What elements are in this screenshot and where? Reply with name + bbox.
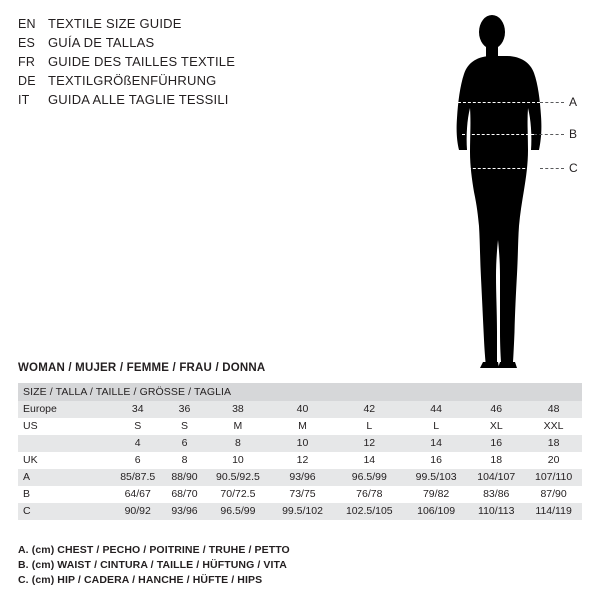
- language-title: GUÍA DE TALLAS: [48, 35, 155, 50]
- cell: 40: [271, 401, 333, 418]
- language-title: TEXTILGRÖßENFÜHRUNG: [48, 73, 217, 88]
- cell: 38: [205, 401, 272, 418]
- measure-label-c: C: [569, 161, 578, 175]
- cell: 4: [111, 435, 164, 452]
- language-code: IT: [18, 93, 30, 107]
- cell: 96.5/99: [334, 469, 405, 486]
- cell: 42: [334, 401, 405, 418]
- cell: 79/82: [405, 486, 467, 503]
- cell: 44: [405, 401, 467, 418]
- footnote-b: B. (cm) WAIST / CINTURA / TAILLE / HÜFTUNG / VITA: [18, 559, 287, 571]
- table-row: [18, 435, 582, 452]
- table-title-cell: SIZE / TALLA / TAILLE / GRÖSSE / TAGLIA: [18, 383, 582, 401]
- table-row: [18, 469, 582, 486]
- cell: 36: [164, 401, 204, 418]
- female-body-silhouette: [430, 10, 590, 370]
- cell: 88/90: [164, 469, 204, 486]
- language-header-block: [18, 14, 318, 109]
- row-label: [18, 435, 111, 452]
- cell: 10: [205, 452, 272, 469]
- cell: 87/90: [525, 486, 582, 503]
- cell: M: [205, 418, 272, 435]
- size-table: [18, 383, 582, 520]
- measure-label-a: A: [569, 95, 578, 109]
- cell: L: [334, 418, 405, 435]
- cell: 96.5/99: [205, 503, 272, 520]
- cell: 20: [525, 452, 582, 469]
- cell: 93/96: [271, 469, 333, 486]
- cell: 70/72.5: [205, 486, 272, 503]
- cell: 34: [111, 401, 164, 418]
- language-title: GUIDA ALLE TAGLIE TESSILI: [48, 92, 229, 107]
- measure-extension-b: [534, 134, 564, 135]
- language-row: [18, 14, 318, 33]
- cell: 16: [405, 452, 467, 469]
- cell: 10: [271, 435, 333, 452]
- cell: 14: [334, 452, 405, 469]
- cell: 90/92: [111, 503, 164, 520]
- measure-extension-a: [540, 102, 564, 103]
- cell: S: [164, 418, 204, 435]
- row-label: UK: [18, 452, 111, 469]
- measure-line-c-body: [458, 168, 540, 169]
- cell: 110/113: [467, 503, 525, 520]
- cell: 64/67: [111, 486, 164, 503]
- cell: 14: [405, 435, 467, 452]
- table-row: [18, 401, 582, 418]
- cell: L: [405, 418, 467, 435]
- measure-line-b-body: [462, 134, 534, 135]
- cell: 12: [334, 435, 405, 452]
- cell: 102.5/105: [334, 503, 405, 520]
- cell: 8: [164, 452, 204, 469]
- measure-label-b: B: [569, 127, 578, 141]
- measure-line-a-body: [458, 102, 540, 103]
- cell: XXL: [525, 418, 582, 435]
- measure-extension-c: [540, 168, 564, 169]
- cell: XL: [467, 418, 525, 435]
- language-code: FR: [18, 55, 36, 69]
- silhouette-svg: [430, 10, 590, 370]
- row-label: B: [18, 486, 111, 503]
- table-row: [18, 503, 582, 520]
- footnote-a: A. (cm) CHEST / PECHO / POITRINE / TRUHE / PETTO: [18, 544, 290, 556]
- cell: 90.5/92.5: [205, 469, 272, 486]
- language-code: EN: [18, 17, 36, 31]
- cell: S: [111, 418, 164, 435]
- language-row: [18, 90, 318, 109]
- table-title-row: [18, 383, 582, 401]
- row-label: Europe: [18, 401, 111, 418]
- row-label: C: [18, 503, 111, 520]
- cell: 99.5/102: [271, 503, 333, 520]
- cell: 76/78: [334, 486, 405, 503]
- cell: 48: [525, 401, 582, 418]
- table-row: [18, 452, 582, 469]
- table-row: [18, 486, 582, 503]
- cell: 73/75: [271, 486, 333, 503]
- cell: 8: [205, 435, 272, 452]
- language-code: ES: [18, 36, 36, 50]
- cell: 85/87.5: [111, 469, 164, 486]
- cell: 93/96: [164, 503, 204, 520]
- cell: 12: [271, 452, 333, 469]
- section-title: WOMAN / MUJER / FEMME / FRAU / DONNA: [18, 362, 266, 374]
- footnotes-block: [18, 543, 290, 588]
- cell: 16: [467, 435, 525, 452]
- cell: 6: [164, 435, 204, 452]
- language-title: GUIDE DES TAILLES TEXTILE: [48, 54, 236, 69]
- cell: 18: [467, 452, 525, 469]
- cell: 114/119: [525, 503, 582, 520]
- cell: 107/110: [525, 469, 582, 486]
- language-row: [18, 52, 318, 71]
- row-label: A: [18, 469, 111, 486]
- cell: 104/107: [467, 469, 525, 486]
- cell: 6: [111, 452, 164, 469]
- table-row: [18, 418, 582, 435]
- language-row: [18, 71, 318, 90]
- row-label: US: [18, 418, 111, 435]
- cell: 46: [467, 401, 525, 418]
- language-title: TEXTILE SIZE GUIDE: [48, 16, 182, 31]
- language-code: DE: [18, 74, 36, 88]
- cell: 106/109: [405, 503, 467, 520]
- language-row: [18, 33, 318, 52]
- cell: M: [271, 418, 333, 435]
- cell: 18: [525, 435, 582, 452]
- cell: 83/86: [467, 486, 525, 503]
- footnote-c: C. (cm) HIP / CADERA / HANCHE / HÜFTE / HIPS: [18, 574, 263, 586]
- cell: 68/70: [164, 486, 204, 503]
- cell: 99.5/103: [405, 469, 467, 486]
